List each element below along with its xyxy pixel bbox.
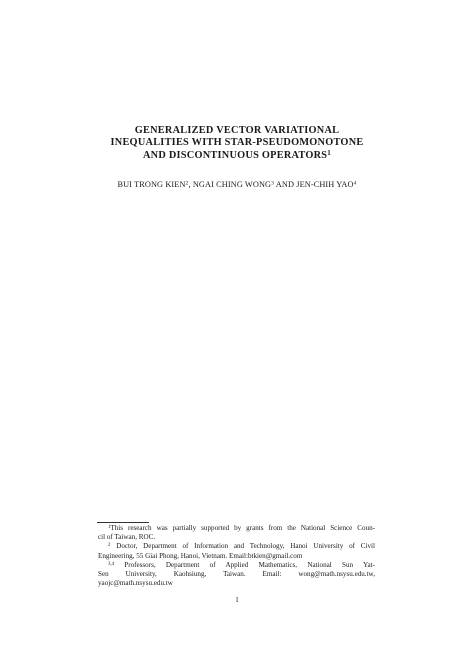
title-footnote-mark: 1 xyxy=(327,148,332,157)
paper-title xyxy=(0,125,474,162)
footnote-line xyxy=(98,542,375,551)
footnote-line: cil of Taiwan, ROC. xyxy=(98,533,156,542)
footnote-line: yaojc@math.nsysu.edu.tw xyxy=(98,579,173,588)
author-footnote-mark: 2 xyxy=(185,180,189,187)
footnote-mark: 3,4 xyxy=(108,561,115,567)
author-separator: AND xyxy=(274,180,297,189)
footnote-mark: 2 xyxy=(108,543,111,549)
author-name: NGAI CHING WONG xyxy=(192,180,272,189)
author-name: JEN-CHIH YAO xyxy=(296,180,354,189)
title-line: INEQUALITIES WITH STAR-PSEUDOMONOTONE xyxy=(110,137,364,149)
footnote-text: Professors, Department of Applied Mathematics, National Sun Yat- xyxy=(114,560,375,569)
author-footnote-mark: 3 xyxy=(271,180,275,187)
author-name: BUI TRONG KIEN xyxy=(117,180,186,189)
footnote-line xyxy=(98,561,375,570)
title-line: GENERALIZED VECTOR VARIATIONAL xyxy=(134,125,340,136)
author-list xyxy=(0,180,474,190)
footnote xyxy=(98,561,375,589)
footnote-mark: 1 xyxy=(108,524,111,530)
footnote-text: Doctor, Department of Information and Technology, Hanoi University of Civil xyxy=(110,542,375,551)
footnote-line xyxy=(98,524,375,533)
footnote-line: Engineering, 55 Giai Phong, Hanoi, Vietnam. Email:btkien@gmail.com xyxy=(98,551,303,560)
author-footnote-mark: 4 xyxy=(353,180,357,187)
page-number: 1 xyxy=(235,595,239,604)
footnote xyxy=(98,542,375,560)
title-line-text: AND DISCONTINUOUS OPERATORS xyxy=(142,149,328,161)
footnote-text: This research was partially supported by grants from the National Science Coun- xyxy=(110,524,375,532)
footnotes xyxy=(98,524,375,588)
footnote-line: Sen University, Kaohsiung, Taiwan. Email: wong@math.nsysu.edu.tw, xyxy=(98,570,375,579)
footnote xyxy=(98,524,375,542)
footnote-divider xyxy=(97,522,149,523)
title-line xyxy=(0,150,474,162)
author-separator: , xyxy=(188,180,193,189)
